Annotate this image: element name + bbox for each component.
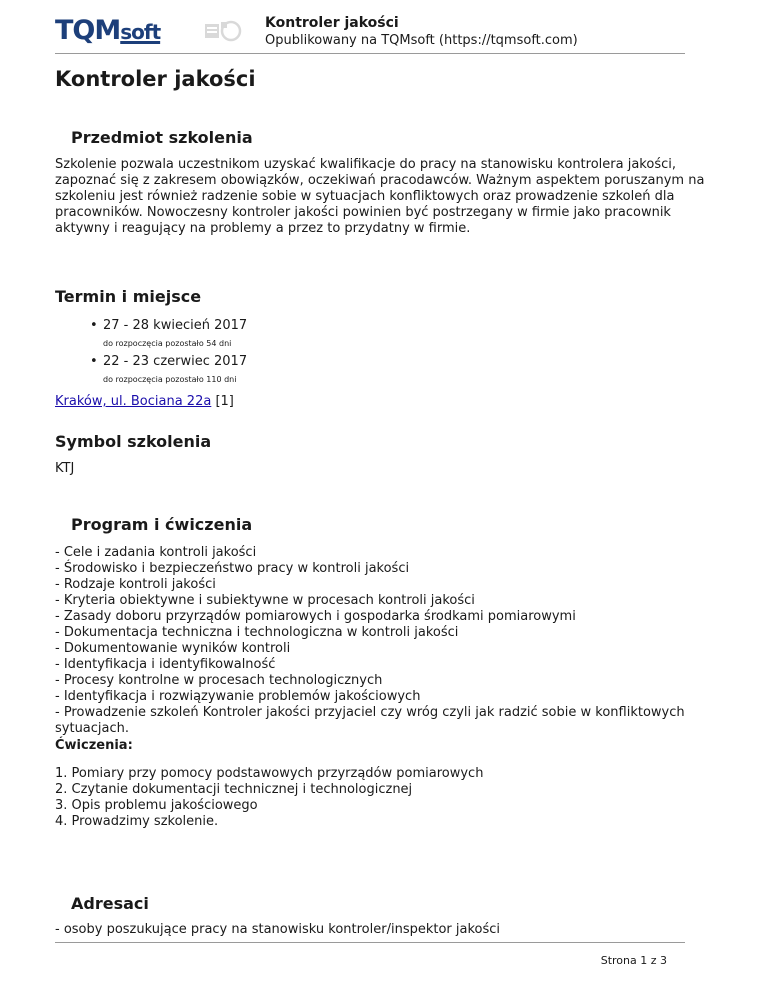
adresaci-text: - osoby poszukujące pracy na stanowisku kontroler/inspektor jakości [55, 922, 501, 937]
list-item: 4. Prowadzimy szkolenie. [55, 814, 219, 829]
list-item: - Dokumentacja techniczna i technologiczna w kontroli jakości [55, 625, 459, 640]
header-subtitle: Opublikowany na TQMsoft (https://tqmsoft.com) [265, 33, 578, 48]
logo-main: TQM [55, 15, 121, 46]
list-item: - Prowadzenie szkoleń Kontroler jakości przyjaciel czy wróg czyli jak radzić sobie w konfliktowych [55, 705, 685, 720]
tqmsoft-logo [55, 15, 160, 46]
date-text: 27 - 28 kwiecień 2017 [103, 318, 248, 333]
list-item: - Kryteria obiektywne i subiektywne w procesach kontroli jakości [55, 593, 475, 608]
exercises-list [55, 766, 710, 830]
exercises-heading: Ćwiczenia: [55, 738, 133, 753]
location-link[interactable]: Kraków, ul. Bociana 22a [55, 394, 212, 409]
list-item: - Identyfikacja i rozwiązywanie problemów jakościowych [55, 689, 421, 704]
symbol-value: KTJ [55, 461, 75, 476]
location-ref: [1] [215, 394, 234, 409]
list-item: - Środowisko i bezpieczeństwo pracy w kontroli jakości [55, 561, 410, 576]
section-heading-przedmiot: Przedmiot szkolenia [71, 128, 253, 147]
list-item: 2. Czytanie dokumentacji technicznej i technologicznej [55, 782, 413, 797]
list-item [90, 318, 248, 348]
przedmiot-text: Szkolenie pozwala uczestnikom uzyskać kwalifikacje do pracy na stanowisku kontrolera jakości, zapoznać się z zakresem obowiązków, oczekiwań pracodawców. Ważnym aspektem poruszanym na szkoleniu jest również radzenie sobie w sytuacjach konfliktowych oraz prowadzenie szkoleń dla pracowników. Nowoczesny kontroler jakości powinien być postrzegany w firmie jako pracownik aktywny i reagujący na problemy a przez to przydatny w firmie. [55, 157, 705, 236]
header-title: Kontroler jakości [265, 15, 399, 31]
section-heading-termin: Termin i miejsce [55, 287, 202, 306]
list-item: - Cele i zadania kontroli jakości [55, 545, 257, 560]
date-note: do rozpoczęcia pozostało 54 dni [103, 339, 232, 348]
logo-sub: soft [120, 20, 161, 44]
page-footer [55, 942, 685, 967]
list-item: - Rodzaje kontroli jakości [55, 577, 216, 592]
section-heading-symbol: Symbol szkolenia [55, 432, 212, 451]
list-item: - Dokumentowanie wyników kontroli [55, 641, 291, 656]
section-heading-adresaci: Adresaci [71, 894, 149, 913]
dates-list [90, 318, 248, 384]
date-note: do rozpoczęcia pozostało 110 dni [103, 375, 237, 384]
page-header [55, 12, 685, 54]
section-heading-program: Program i ćwiczenia [71, 515, 253, 534]
list-item [90, 354, 248, 384]
list-item-continuation: sytuacjach. [55, 721, 130, 736]
date-text: 22 - 23 czerwiec 2017 [103, 354, 248, 369]
list-item: 1. Pomiary przy pomocy podstawowych przyrządów pomiarowych [55, 766, 484, 781]
list-item: - Identyfikacja i identyfikowalność [55, 657, 276, 672]
page-title: Kontroler jakości [55, 67, 256, 91]
document-stamp-icon [203, 18, 245, 44]
program-list [55, 545, 710, 737]
list-item: - Procesy kontrolne w procesach technologicznych [55, 673, 383, 688]
bullet-icon: • [90, 354, 98, 369]
list-item: 3. Opis problemu jakościowego [55, 798, 258, 813]
list-item: - Zasady doboru przyrządów pomiarowych i gospodarka środkami pomiarowymi [55, 609, 576, 624]
page-number: Strona 1 z 3 [600, 954, 667, 967]
location-line [55, 394, 710, 410]
bullet-icon: • [90, 318, 98, 333]
